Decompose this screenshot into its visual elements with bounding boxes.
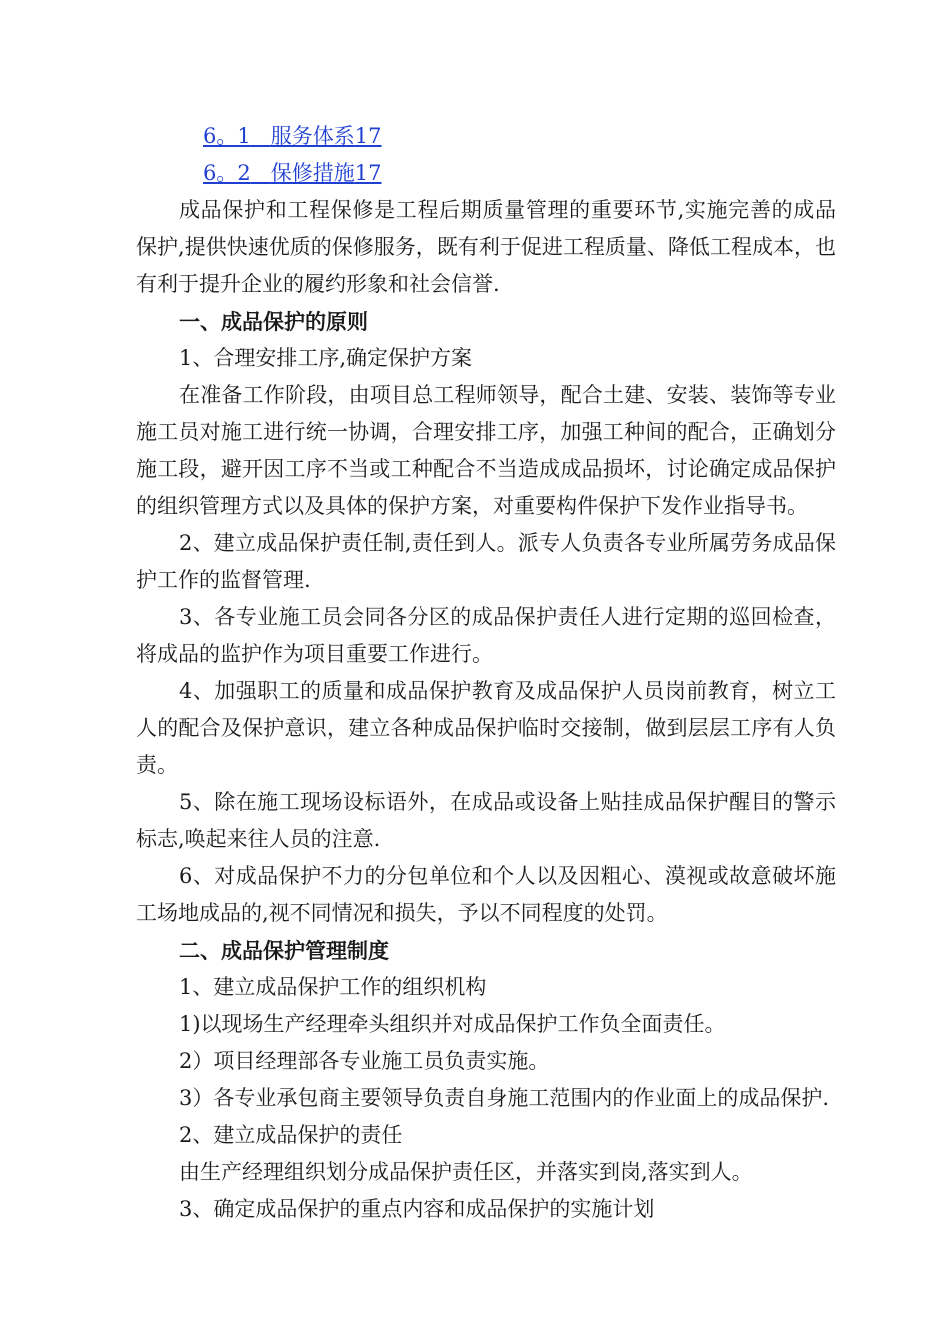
subsection-title: 2、建立成品保护的责任 — [179, 1123, 403, 1147]
toc-link-warranty-measures[interactable]: 6。2 保修措施17 — [203, 161, 382, 185]
toc-entry — [136, 155, 836, 192]
body-paragraph: 由生产经理组织划分成品保护责任区，并落实到岗,落实到人。 — [179, 1160, 753, 1184]
subsection-title: 1、合理安排工序,确定保护方案 — [179, 346, 473, 370]
body-paragraph: 在准备工作阶段，由项目总工程师领导，配合土建、安装、装饰等专业施工员对施工进行统一协调，合理安排工序，加强工种间的配合，正确划分施工段，避开因工序不当或工种配合不当造成成品损坏，讨论确定成品保护的组织管理方式以及具体的保护方案，对重要构件保护下发作业指导书。 — [136, 383, 836, 518]
subsection-title: 1、建立成品保护工作的组织机构 — [179, 975, 487, 999]
document-page — [136, 118, 836, 1228]
list-item: 2）项目经理部各专业施工员负责实施。 — [179, 1049, 550, 1073]
body-paragraph: 3、各专业施工员会同各分区的成品保护责任人进行定期的巡回检查，将成品的监护作为项目重要工作进行。 — [136, 605, 836, 666]
intro-paragraph: 成品保护和工程保修是工程后期质量管理的重要环节,实施完善的成品保护,提供快速优质的保修服务，既有利于促进工程质量、降低工程成本，也有利于提升企业的履约形象和社会信誉. — [136, 198, 836, 296]
section-heading: 二、成品保护管理制度 — [179, 938, 389, 963]
list-item: 3）各专业承包商主要领导负责自身施工范围内的作业面上的成品保护. — [179, 1086, 830, 1110]
body-paragraph: 6、对成品保护不力的分包单位和个人以及因粗心、漠视或故意破坏施工场地成品的,视不同情况和损失，予以不同程度的处罚。 — [136, 864, 836, 925]
toc-link-service-system[interactable]: 6。1 服务体系17 — [203, 124, 382, 148]
subsection-title: 3、确定成品保护的重点内容和成品保护的实施计划 — [179, 1197, 655, 1221]
body-paragraph: 2、建立成品保护责任制,责任到人。派专人负责各专业所属劳务成品保护工作的监督管理. — [136, 531, 836, 592]
body-paragraph: 5、除在施工现场设标语外，在成品或设备上贴挂成品保护醒目的警示标志,唤起来往人员的注意. — [136, 790, 836, 851]
toc-entry — [136, 118, 836, 155]
body-paragraph: 4、加强职工的质量和成品保护教育及成品保护人员岗前教育，树立工人的配合及保护意识，建立各种成品保护临时交接制，做到层层工序有人负责。 — [136, 679, 836, 777]
section-heading: 一、成品保护的原则 — [179, 309, 368, 334]
list-item: 1)以现场生产经理牵头组织并对成品保护工作负全面责任。 — [179, 1012, 726, 1036]
